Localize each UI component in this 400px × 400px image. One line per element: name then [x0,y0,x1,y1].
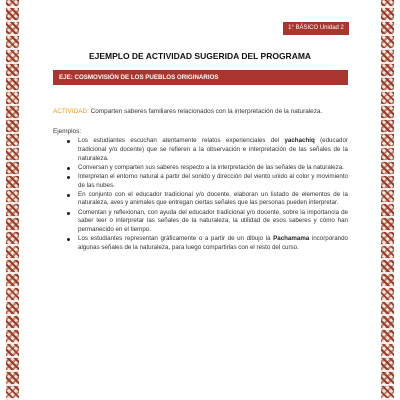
list-item: Los estudiantes escuchan atentamente relatos experienciales del yachachiq (educador tradicional y/o docente) que se refieren a la observación e interpretación de las señales de la naturaleza. [78,137,348,162]
examples-list [78,137,348,253]
grade-unit-tag: 1° BÁSICO Unidad 2 [283,22,349,35]
list-item: Comentan y reflexionan, con ayuda del educador tradicional y/o docente, sobre la importancia de saber leer o interpretar las señales de la naturaleza, la utilidad de esos saberes y cómo han permanecido en el tiempo. [78,208,348,234]
list-item: Interpretan el entorno natural a partir del sonido y dirección del viento unido al color y movimiento de las nubes. [78,172,348,189]
page-title: EJEMPLO DE ACTIVIDAD SUGERIDA DEL PROGRAMA [88,51,312,61]
list-item: Los estudiantes representan gráficamente o a partir de un dibujo la Pachamama incorporando algunas señales de la naturaleza, para luego compartirlas con el resto del curso. [78,235,348,252]
activity-label: ACTIVIDAD: [53,108,89,115]
list-item: En conjunto con el educador tradicional y/o docente, elaboran un listado de elementos de la naturaleza, aves y animales que entregan ciertas señales que las personas pueden interpretar. [78,190,348,207]
examples-label: Ejemplos: [53,128,82,135]
keyword-pachamama: Pachamama [273,235,310,243]
activity-statement [53,108,353,115]
activity-text: Comparten saberes familiares relacionados con la interpretación de la naturaleza. [88,108,323,115]
list-item: Conversan y comparten sus saberes respecto a la interpretación de las señales de la naturaleza. [78,164,348,173]
axis-banner: EJE: COSMOVISIÓN DE LOS PUEBLOS ORIGINARIOS [53,70,348,85]
keyword-yachachiq: yachachiq [284,137,315,144]
